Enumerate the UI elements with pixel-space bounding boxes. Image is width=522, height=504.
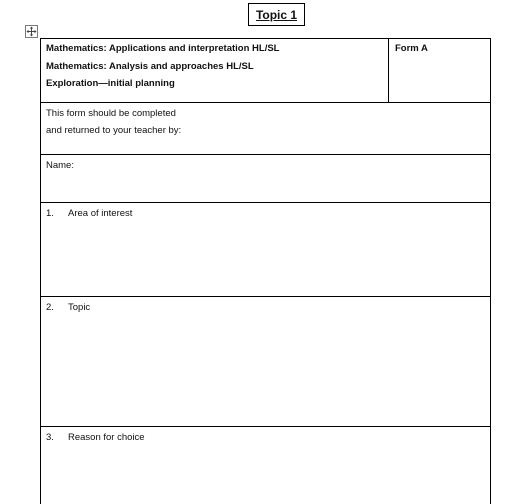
instructions-line-2: and returned to your teacher by: — [46, 125, 182, 136]
row-divider-section-2 — [40, 426, 491, 427]
table-right-border — [490, 38, 491, 504]
row-divider-instructions — [40, 154, 491, 155]
section-1-number: 1. — [46, 208, 54, 219]
course-title-1: Mathematics: Applications and interpretation HL/SL — [46, 43, 280, 54]
form-subtitle: Exploration—initial planning — [46, 78, 175, 89]
table-top-border — [40, 38, 491, 39]
section-3-number: 3. — [46, 432, 54, 443]
section-3-field[interactable] — [46, 448, 484, 502]
section-1-field[interactable] — [46, 224, 484, 292]
section-2-number: 2. — [46, 302, 54, 313]
name-label: Name: — [46, 160, 74, 171]
row-divider-header — [40, 102, 491, 103]
form-label: Form A — [395, 43, 428, 54]
name-field[interactable] — [85, 158, 485, 196]
section-1-label: Area of interest — [68, 208, 133, 219]
course-title-2: Mathematics: Analysis and approaches HL/SL — [46, 61, 254, 72]
row-divider-name — [40, 202, 491, 203]
table-left-border — [40, 38, 41, 504]
instructions-line-1: This form should be completed — [46, 108, 176, 119]
header-divider — [388, 38, 389, 102]
topic-heading: Topic 1 — [255, 7, 298, 22]
section-3-label: Reason for choice — [68, 432, 145, 443]
section-2-field[interactable] — [46, 318, 484, 422]
section-2-label: Topic — [68, 302, 91, 313]
row-divider-section-1 — [40, 296, 491, 297]
